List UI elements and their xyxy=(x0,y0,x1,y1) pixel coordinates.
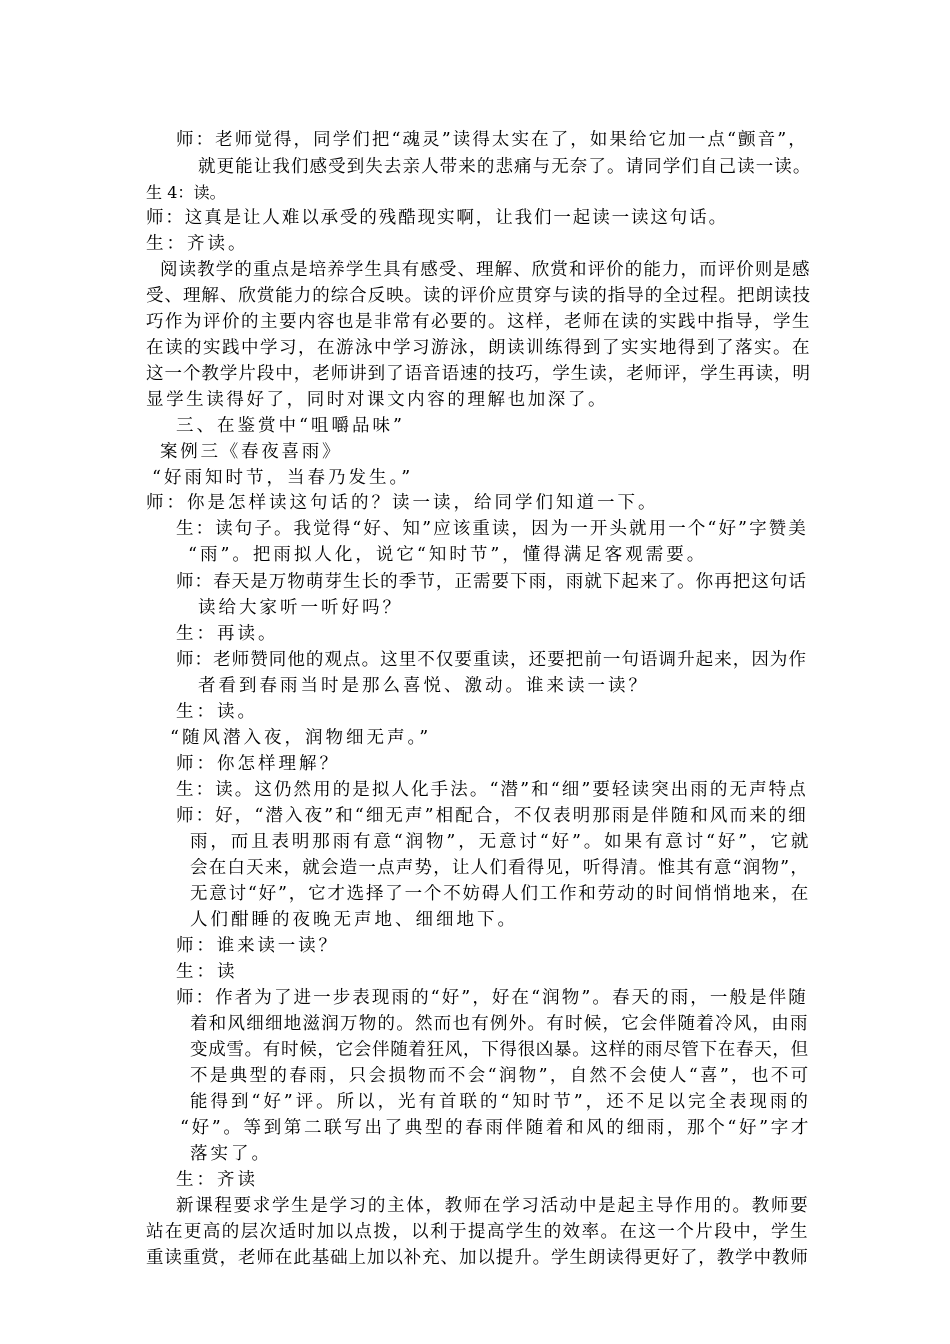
text-line: 生：读。这仍然用的是拟人化手法。“潜”和“细”要轻读突出雨的无声特点 xyxy=(176,780,808,800)
text-line: 着和风细细地滋润万物的。然而也有例外。有时候，它会伴随着冷风，由雨 xyxy=(190,1014,809,1034)
text-line: 生：再读。 xyxy=(176,624,279,644)
text-line: 新课程要求学生是学习的主体，教师在学习活动中是起主导作用的。教师要 xyxy=(176,1196,810,1216)
text-line: 站在更高的层次适时加以点拨，以利于提高学生的效率。在这一个片段中，学生 xyxy=(146,1222,809,1242)
text-line: 重读重赏，老师在此基础上加以补充、加以提升。学生朗读得更好了，教学中教师 xyxy=(146,1248,809,1268)
text-line: 师：春天是万物萌芽生长的季节，正需要下雨，雨就下起来了。你再把这句话 xyxy=(176,572,808,592)
text-line: 人们酣睡的夜晚无声地、细细地下。 xyxy=(190,910,518,930)
text-line: 雨，而且表明那雨有意“润物”，无意讨“好”。如果有意讨“好”，它就 xyxy=(190,832,812,852)
text-line: 师：老师赞同他的观点。这里不仅要重读，还要把前一句语调升起来，因为作 xyxy=(176,650,808,670)
text-line: 读给大家听一听好吗？ xyxy=(198,598,403,618)
text-line: 不是典型的春雨，只会损物而不会“润物”，自然不会使人“喜”，也不可 xyxy=(190,1066,811,1086)
poem-quote: “随风潜入夜，润物细无声。” xyxy=(170,728,432,748)
poem-quote: “好雨知时节，当春乃发生。” xyxy=(152,468,414,488)
text-line: 显学生读得好了，同时对课文内容的理解也加深了。 xyxy=(146,390,609,410)
text-line: 生：齐读。 xyxy=(146,234,249,254)
text-line: 生：齐读 xyxy=(176,1170,258,1190)
text-line: 师：你怎样理解？ xyxy=(176,754,340,774)
text-line: 无意讨“好”，它才选择了一个不妨碍人们工作和劳动的时间悄悄地来，在 xyxy=(190,884,811,904)
text-line: 阅读教学的重点是培养学生具有感受、理解、欣赏和评价的能力，而评价则是感 xyxy=(160,260,811,280)
text-line: 在读的实践中学习，在游泳中学习游泳，朗读训练得到了实实地得到了落实。在 xyxy=(146,338,811,358)
text-line: 就更能让我们感受到失去亲人带来的悲痛与无奈了。请同学们自己读一读。 xyxy=(198,157,812,177)
text-line: 生：读 xyxy=(176,962,238,982)
text-line: 师：好，“潜入夜”和“细无声”相配合，不仅表明那雨是伴随和风而来的细 xyxy=(176,806,808,826)
text-line: 者看到春雨当时是那么喜悦、激动。谁来读一读？ xyxy=(198,676,649,696)
text-line: 师：谁来读一读？ xyxy=(176,936,339,956)
text-line: 师：你是怎样读这句话的？读一读，给同学们知道一下。 xyxy=(146,493,659,513)
text-line: 师：老师觉得，同学们把“魂灵”读得太实在了，如果给它加一点“颤音”， xyxy=(176,130,808,150)
text-line: 这一个教学片段中，老师讲到了语音语速的技巧，学生读，老师评，学生再读，明 xyxy=(146,364,811,384)
text-line: 生 4：读。 xyxy=(146,183,226,202)
text-line: 受、理解、欣赏能力的综合反映。读的评价应贯穿与读的指导的全过程。把朗读技 xyxy=(146,286,811,306)
text-line: 生：读句子。我觉得“好、知”应该重读，因为一开头就用一个“好”字赞美 xyxy=(176,519,808,539)
text-line: “雨”。把雨拟人化，说它“知时节”，懂得满足客观需要。 xyxy=(188,545,708,565)
text-line: “好”。等到第二联写出了典型的春雨伴随着和风的细雨，那个“好”字才 xyxy=(180,1118,812,1138)
text-line: 巧作为评价的主要内容也是非常有必要的。这样，老师在读的实践中指导，学生 xyxy=(146,312,811,332)
section-heading: 三、在鉴赏中“咀嚼品味” xyxy=(176,416,405,436)
text-line: 会在白天来，就会造一点声势，让人们看得见，听得清。惟其有意“润物”， xyxy=(190,858,810,878)
text-line: 生：读。 xyxy=(176,702,258,722)
text-line: 师：这真是让人难以承受的残酷现实啊，让我们一起读一读这句话。 xyxy=(146,208,728,228)
case-title: 案例三《春夜喜雨》 xyxy=(160,442,343,462)
text-line: 师：作者为了进一步表现雨的“好”，好在“润物”。春天的雨，一般是伴随 xyxy=(176,988,808,1008)
text-line: 变成雪。有时候，它会伴随着狂风，下得很凶暴。这样的雨尽管下在春天，但 xyxy=(190,1040,809,1060)
text-line: 能得到“好”评。所以，光有首联的“知时节”，还不足以完全表现雨的 xyxy=(190,1092,811,1112)
text-line: 落实了。 xyxy=(190,1144,272,1164)
